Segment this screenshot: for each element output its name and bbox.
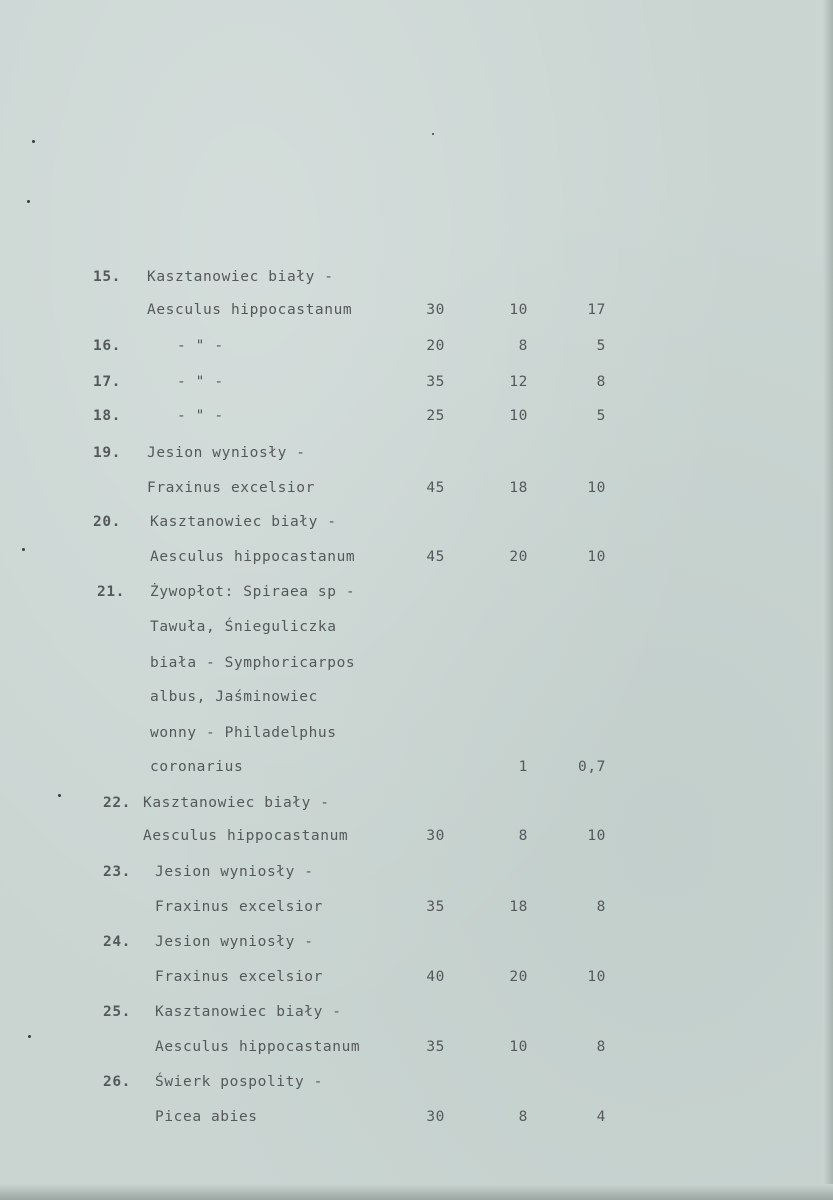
species-name-continuation: Picea abies (155, 1109, 258, 1125)
species-name-continuation: albus, Jaśminowiec (150, 689, 318, 705)
dust-speck (32, 140, 35, 143)
value-col-3: 5 (596, 338, 606, 354)
value-col-1: 35 (426, 899, 445, 915)
value-col-2: 10 (509, 302, 528, 318)
value-col-2: 12 (509, 374, 528, 390)
value-col-1: 20 (426, 338, 445, 354)
paper-edge-right (823, 0, 833, 1200)
dust-speck (22, 548, 25, 551)
value-col-2: 18 (509, 480, 528, 496)
value-col-3: 10 (587, 969, 606, 985)
value-col-2: 20 (509, 969, 528, 985)
value-col-2: 10 (509, 408, 528, 424)
value-col-3: 0,7 (578, 759, 606, 775)
value-col-1: 45 (426, 480, 445, 496)
species-name-continuation: Aesculus hippocastanum (155, 1039, 361, 1055)
species-name-continuation: Fraxinus excelsior (147, 480, 315, 496)
entry-number: 24. (103, 934, 131, 950)
value-col-3: 10 (587, 549, 606, 565)
species-common-name: Kasztanowiec biały - (147, 269, 334, 285)
species-common-name: - " - (177, 374, 224, 390)
entry-number: 17. (93, 374, 121, 390)
entry-number: 22. (103, 795, 131, 811)
value-col-3: 8 (596, 1039, 606, 1055)
entry-number: 16. (93, 338, 121, 354)
value-col-3: 8 (596, 374, 606, 390)
entry-number: 18. (93, 408, 121, 424)
value-col-2: 8 (518, 338, 528, 354)
value-col-1: 45 (426, 549, 445, 565)
value-col-3: 17 (587, 302, 606, 318)
species-name-continuation: Aesculus hippocastanum (143, 828, 349, 844)
value-col-3: 5 (596, 408, 606, 424)
value-col-1: 35 (426, 1039, 445, 1055)
species-name-continuation: wonny - Philadelphus (150, 725, 337, 741)
species-name-continuation: Aesculus hippocastanum (150, 549, 356, 565)
species-common-name: - " - (177, 338, 224, 354)
entry-number: 19. (93, 445, 121, 461)
dust-speck (27, 200, 30, 203)
dust-speck (432, 133, 434, 135)
value-col-2: 18 (509, 899, 528, 915)
species-common-name: Żywopłot: Spiraea sp - (150, 584, 356, 600)
species-common-name: Kasztanowiec biały - (150, 514, 337, 530)
value-col-1: 35 (426, 374, 445, 390)
species-name-continuation: biała - Symphoricarpos (150, 655, 356, 671)
entry-number: 21. (97, 584, 125, 600)
species-common-name: Jesion wyniosły - (147, 445, 306, 461)
entry-number: 23. (103, 864, 131, 880)
value-col-2: 20 (509, 549, 528, 565)
value-col-1: 30 (426, 302, 445, 318)
species-common-name: Kasztanowiec biały - (143, 795, 330, 811)
species-name-continuation: Fraxinus excelsior (155, 969, 323, 985)
entry-number: 26. (103, 1074, 131, 1090)
species-name-continuation: Fraxinus excelsior (155, 899, 323, 915)
value-col-2: 10 (509, 1039, 528, 1055)
value-col-2: 1 (518, 759, 528, 775)
dust-speck (28, 1035, 31, 1038)
species-common-name: Kasztanowiec biały - (155, 1004, 342, 1020)
species-name-continuation: Aesculus hippocastanum (147, 302, 353, 318)
value-col-2: 8 (518, 828, 528, 844)
species-common-name: - " - (177, 408, 224, 424)
value-col-3: 4 (596, 1109, 606, 1125)
dust-speck (58, 794, 61, 797)
species-common-name: Jesion wyniosły - (155, 864, 314, 880)
entry-number: 25. (103, 1004, 131, 1020)
entry-number: 20. (93, 514, 121, 530)
value-col-3: 10 (587, 480, 606, 496)
value-col-1: 25 (426, 408, 445, 424)
species-name-continuation: Tawuła, Śnieguliczka (150, 619, 337, 635)
value-col-1: 30 (426, 828, 445, 844)
species-common-name: Świerk pospolity - (155, 1074, 323, 1090)
paper-edge-bottom (0, 1184, 833, 1200)
entry-number: 15. (93, 269, 121, 285)
value-col-2: 8 (518, 1109, 528, 1125)
species-name-continuation: coronarius (150, 759, 244, 775)
value-col-3: 10 (587, 828, 606, 844)
value-col-1: 40 (426, 969, 445, 985)
species-common-name: Jesion wyniosły - (155, 934, 314, 950)
value-col-3: 8 (596, 899, 606, 915)
value-col-1: 30 (426, 1109, 445, 1125)
